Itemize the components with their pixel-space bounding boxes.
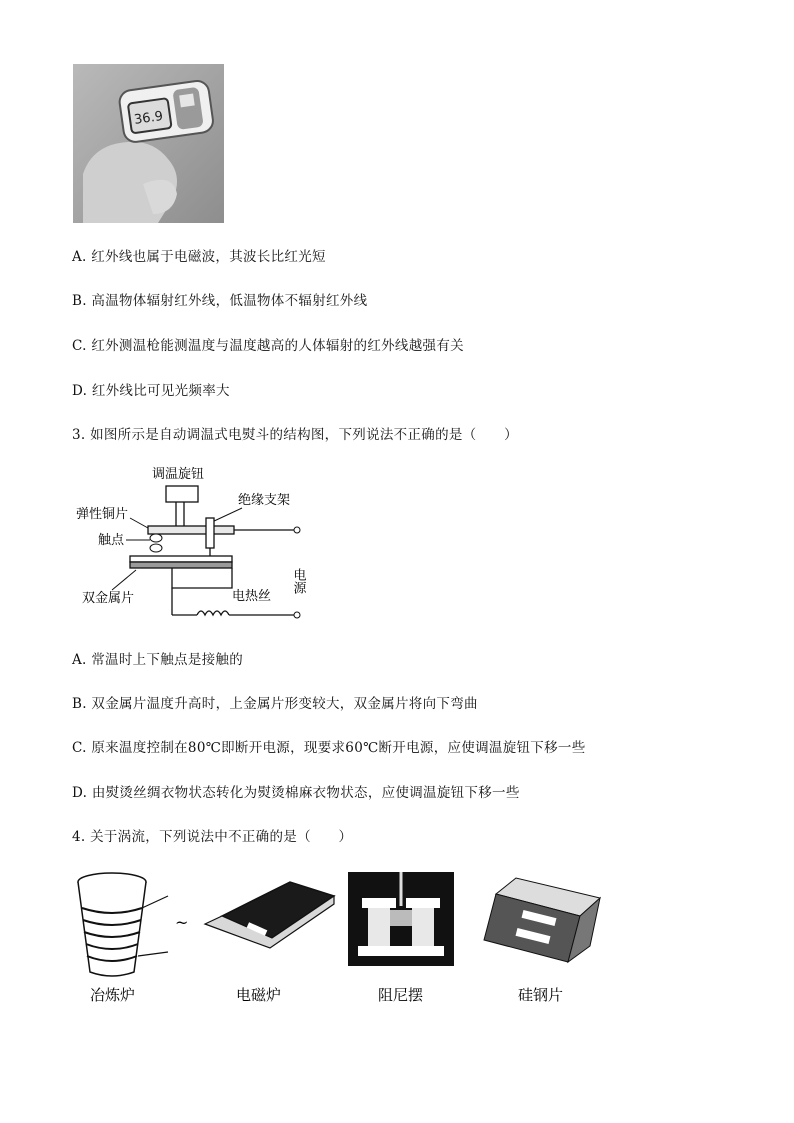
q2-option-b: B. 高温物体辐射红外线，低温物体不辐射红外线 <box>72 293 368 309</box>
thermometer-display: 36.9 <box>133 109 164 128</box>
eddy-current-figures <box>72 868 612 1008</box>
label-spring-plate: 弹性铜片 <box>76 507 129 522</box>
induction-cooker-figure <box>205 882 334 948</box>
q3-option-b: B. 双金属片温度升高时，上金属片形变较大，双金属片将向下弯曲 <box>72 696 478 712</box>
caption-silicon-steel: 硅钢片 <box>518 986 564 1004</box>
q3-option-d: D. 由熨烫丝绸衣物状态转化为熨烫棉麻衣物状态，应使调温旋钮下移一些 <box>72 785 520 801</box>
q4-stem: 4. 关于涡流，下列说法中不正确的是（ ） <box>72 829 353 845</box>
label-insulator: 绝缘支架 <box>238 493 291 508</box>
q2-option-c: C. 红外测温枪能测温度与温度越高的人体辐射的红外线越强有关 <box>72 338 464 354</box>
label-contact: 触点 <box>98 533 125 548</box>
q3-stem: 3. 如图所示是自动调温式电熨斗的结构图，下列说法不正确的是（ ） <box>72 427 518 443</box>
smelting-furnace-figure <box>78 873 188 976</box>
label-knob: 调温旋钮 <box>152 467 205 482</box>
caption-induction-cooker: 电磁炉 <box>236 986 282 1004</box>
damping-pendulum-figure <box>348 872 454 966</box>
caption-smelting-furnace: 冶炼炉 <box>90 986 136 1004</box>
label-power: 电源 <box>290 568 306 594</box>
q2-option-a: A. 红外线也属于电磁波，其波长比红光短 <box>72 249 326 265</box>
q2-option-d: D. 红外线比可见光频率大 <box>72 383 230 399</box>
electric-iron-diagram <box>72 460 317 625</box>
ac-symbol: ~ <box>175 913 189 932</box>
infrared-thermometer-photo <box>73 64 224 223</box>
q3-option-c: C. 原来温度控制在80℃即断开电源，现要求60℃断开电源，应使调温旋钮下移一些 <box>72 740 586 756</box>
label-bimetal: 双金属片 <box>82 591 135 606</box>
label-heater: 电热丝 <box>232 589 272 604</box>
q3-option-a: A. 常温时上下触点是接触的 <box>72 652 244 668</box>
silicon-steel-sheet-figure <box>484 878 600 962</box>
caption-damping-pendulum: 阻尼摆 <box>378 986 424 1004</box>
